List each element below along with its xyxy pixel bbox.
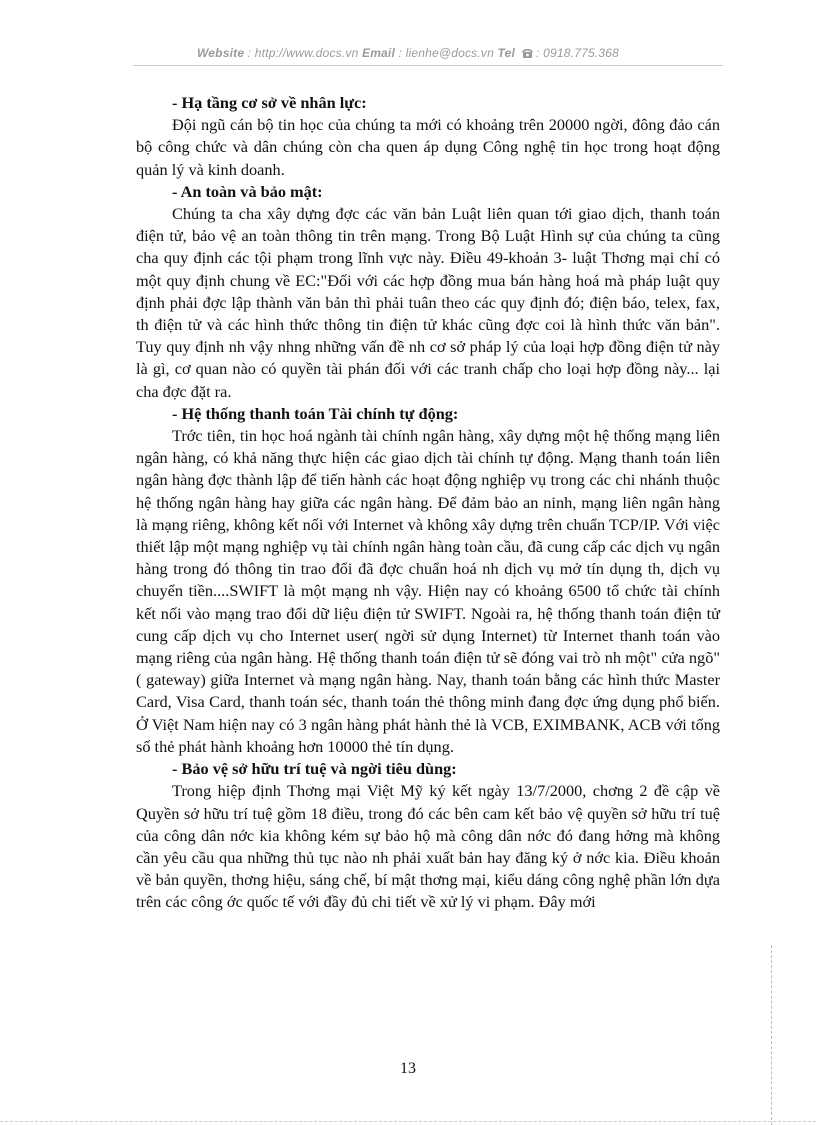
tel-label: Tel: [497, 46, 516, 60]
section-heading: - Hệ thống thanh toán Tài chính tự động:: [172, 403, 459, 423]
header-divider: [133, 65, 723, 66]
website-label: Website: [197, 46, 245, 60]
page-header: [0, 46, 816, 62]
page-corner-guide: [771, 945, 772, 1125]
section-paragraph: Trong hiệp định Thơng mại Việt Mỹ ký kết ngày 13/7/2000, chơng 2 đề cập về Quyền sở hữu trí tuệ gồm 18 điều, trong đó các bên cam kết bảo vệ quyền sở hữu trí tuệ của công dân nớc kia không kém sự bảo hộ mà công dân nớc đó đang hởng mà không cần yêu cầu qua những thủ tục nào nh phải xuất bản hay đăng ký ở nớc kia. Điều khoản về bản quyền, thơng hiệu, sáng chế, bí mật thơng mại, kiểu dáng công nghệ phần lớn dựa trên các công ớc quốc tế với đầy đủ chi tiết về xử lý vi phạm. Đây mới: [136, 781, 720, 912]
phone-icon: [522, 48, 533, 62]
email-value: : lienhe@docs.vn: [395, 46, 498, 60]
section-heading: - Bảo vệ sở hữu trí tuệ và ngời tiêu dùng:: [172, 759, 457, 779]
section-security: [136, 181, 720, 403]
section-human-resources: [136, 92, 720, 181]
section-paragraph: Trớc tiên, tin học hoá ngành tài chính ngân hàng, xây dựng một hệ thống mạng liên ngân hàng, có khả năng thực hiện các giao dịch tài chính tự động. Mạng thanh toán liên ngân hàng đợc thành lập để tiến hành các hoạt động nghiệp vụ trong các chi nhánh thuộc hệ thống ngân hàng hay giữa các ngân hàng. Để đảm bảo an ninh, mạng liên ngân hàng là mạng riêng, không kết nối với Internet và không xây dựng trên chuẩn TCP/IP. Với việc thiết lập một mạng nghiệp vụ tài chính ngân hàng toàn cầu, đã cung cấp các dịch vụ ngân hàng trong đó thông tin trao đổi đã đợc chuẩn hoá nh dịch vụ mở tín dụng th, dịch vụ chuyển tiền....SWIFT là một mạng nh vậy. Hiện nay có khoảng 6500 tổ chức tài chính kết nối vào mạng trao đổi dữ liệu điện tử SWIFT. Ngoài ra, hệ thống thanh toán điện tử cung cấp dịch vụ cho Internet user( ngời sử dụng Internet) từ Internet thanh toán vào mạng riêng của ngân hàng. Hệ thống thanh toán điện tử sẽ đóng vai trò nh một" cửa ngõ"( gateway) giữa Internet và mạng ngân hàng. Nay, thanh toán bằng các hình thức Master Card, Visa Card, thanh toán séc, thanh toán thẻ thông minh đang đợc ứng dụng phổ biến. Ở Việt Nam hiện nay có 3 ngân hàng phát hành thẻ là VCB, EXIMBANK, ACB với tổng số thẻ phát hành khoảng hơn 10000 thẻ tín dụng.: [136, 426, 720, 756]
website-value: : http://www.docs.vn: [244, 46, 362, 60]
tel-value: : 0918.775.368: [532, 46, 619, 60]
email-label: Email: [361, 46, 395, 60]
section-payment-system: [136, 403, 720, 758]
document-body: [136, 92, 720, 914]
section-heading: - An toàn và bảo mật:: [172, 181, 323, 201]
section-paragraph: Chúng ta cha xây dựng đợc các văn bản Luật liên quan tới giao dịch, thanh toán điện tử, bảo vệ an toàn thông tin trên mạng. Trong Bộ Luật Hình sự của chúng ta cũng cha quy định các tội phạm trong lĩnh vực này. Điều 49-khoản 3- luật Thơng mại chỉ có một quy định chung về EC:"Đối với các hợp đồng mua bán hàng hoá mà pháp luật quy định phải đợc lập thành văn bản thì phải tuân theo các quy định đó; điện báo, telex, fax, th điện tử và các hình thức thông tin điện tử khác cũng đợc coi là hình thức văn bản". Tuy quy định nh vậy nhng những vấn đề nh cơ sở pháp lý của loại hợp đồng điện tử này là gì, cơ quan nào có quyền tài phán đối với các tranh chấp cho loại hợp đồng này... lại cha đợc đặt ra.: [136, 204, 720, 401]
section-heading: - Hạ tầng cơ sở về nhân lực:: [172, 93, 367, 112]
page-bottom-guide: [0, 1121, 816, 1122]
section-paragraph: Đội ngũ cán bộ tin học của chúng ta mới có khoảng trên 20000 ngời, đông đảo cán bộ công chức và dân chúng còn cha quen áp dụng Công nghệ tin học trong hoạt động quản lý và kinh doanh.: [136, 115, 720, 179]
page-number: 13: [400, 1060, 416, 1077]
section-ip-protection: [136, 758, 720, 913]
